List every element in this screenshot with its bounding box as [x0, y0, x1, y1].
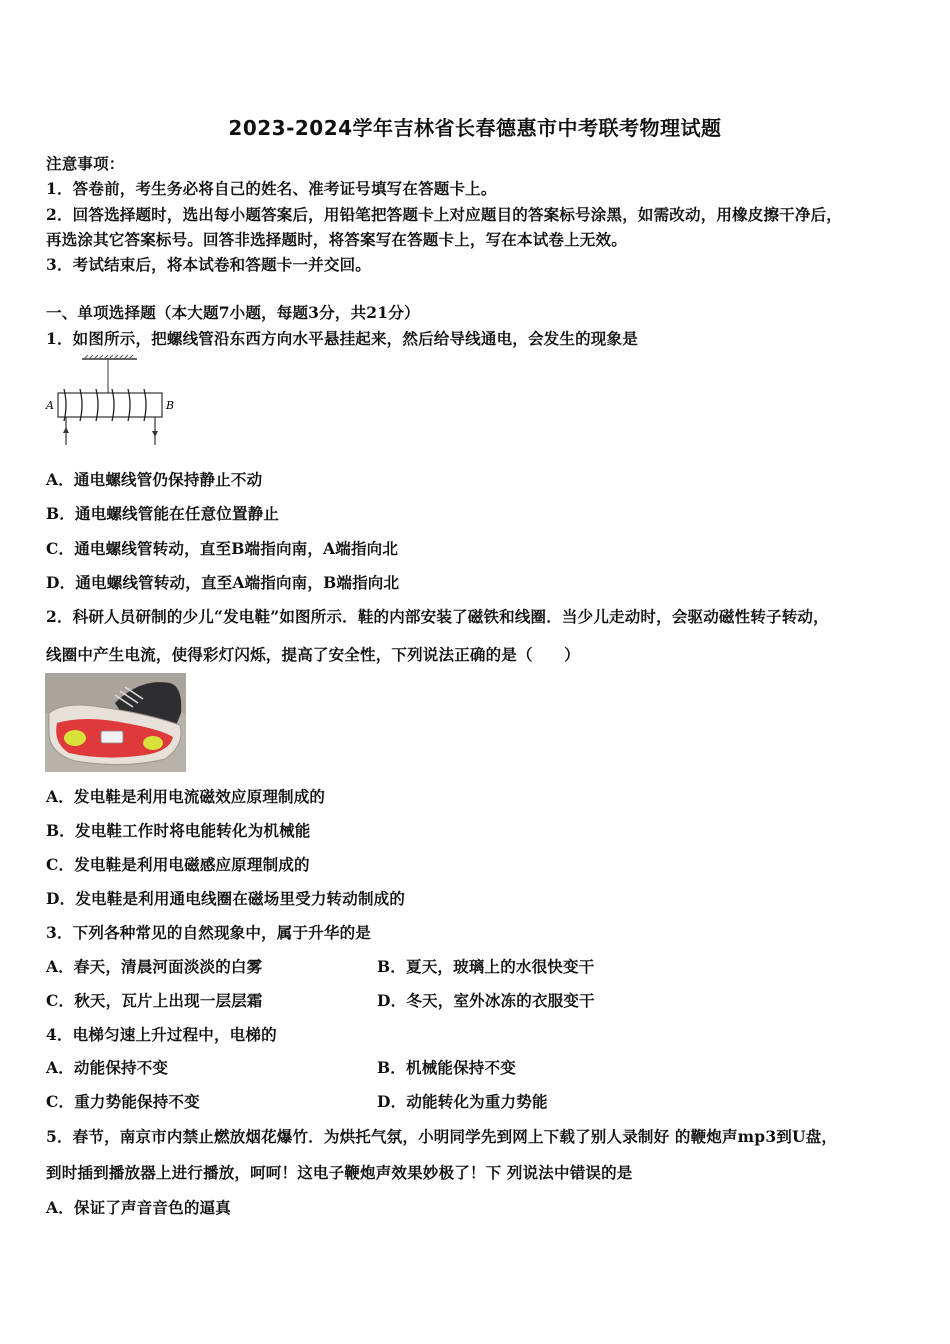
q4-option-d: D．动能转化为重力势能: [377, 1092, 548, 1111]
q1-option-d: D．通电螺线管转动，直至A端指向南，B端指向北: [46, 573, 400, 592]
question-5-stem-cont: 到时插到播放器上进行播放，呵呵！这电子鞭炮声效果妙极了！下 列说法中错误的是: [46, 1163, 633, 1182]
solenoid-figure: [42, 353, 182, 449]
q2-option-d: D．发电鞋是利用通电线圈在磁场里受力转动制成的: [46, 889, 406, 908]
power-shoe-photo: [45, 673, 186, 772]
question-2-stem: 2．科研人员研制的少儿“发电鞋”如图所示．鞋的内部安装了磁铁和线圈．当少儿走动时，会驱动磁性转子转动，: [46, 607, 829, 626]
q3-option-c: C．秋天，瓦片上出现一层层霜: [46, 991, 263, 1010]
end-label-a: A: [46, 399, 54, 412]
q4-option-c: C．重力势能保持不变: [46, 1092, 200, 1111]
section-heading: 一、单项选择题（本大题7小题，每题3分，共21分）: [46, 303, 420, 322]
question-2-stem-cont: 线圈中产生电流，使得彩灯闪烁，提高了安全性，下列说法正确的是（ ）: [46, 645, 580, 664]
note-item: 2．回答选择题时，选出每小题答案后，用铅笔把答题卡上对应题目的答案标号涂黑，如需改动，用橡皮擦干净后，: [46, 205, 842, 224]
q5-option-a: A．保证了声音音色的逼真: [46, 1198, 231, 1217]
q1-option-a: A．通电螺线管仍保持静止不动: [46, 470, 263, 489]
q2-option-c: C．发电鞋是利用电磁感应原理制成的: [46, 855, 310, 874]
note-item: 3．考试结束后，将本试卷和答题卡一并交回。: [46, 255, 371, 274]
q1-option-b: B．通电螺线管能在任意位置静止: [46, 504, 280, 523]
page-title: 2023-2024学年吉林省长春德惠市中考联考物理试题: [228, 116, 722, 140]
question-4-stem: 4．电梯匀速上升过程中，电梯的: [46, 1025, 277, 1044]
note-item: 1．答卷前，考生务必将自己的姓名、准考证号填写在答题卡上。: [46, 179, 497, 198]
question-1-stem: 1．如图所示，把螺线管沿东西方向水平悬挂起来，然后给导线通电，会发生的现象是: [46, 329, 638, 348]
question-3-stem: 3．下列各种常见的自然现象中，属于升华的是: [46, 923, 371, 942]
q4-option-b: B．机械能保持不变: [377, 1058, 516, 1077]
q3-option-b: B．夏天，玻璃上的水很快变干: [377, 957, 595, 976]
q3-option-d: D．冬天，室外冰冻的衣服变干: [377, 991, 595, 1010]
q3-option-a: A．春天，清晨河面淡淡的白雾: [46, 957, 263, 976]
q2-option-a: A．发电鞋是利用电流磁效应原理制成的: [46, 787, 326, 806]
q2-option-b: B．发电鞋工作时将电能转化为机械能: [46, 821, 311, 840]
note-item: 再选涂其它答案标号。回答非选择题时，将答案写在答题卡上，写在本试卷上无效。: [46, 230, 627, 249]
question-5-stem: 5．春节，南京市内禁止燃放烟花爆竹．为烘托气氛，小明同学先到网上下载了别人录制好 的鞭炮声mp3到U盘，: [46, 1127, 838, 1146]
q1-option-c: C．通电螺线管转动，直至B端指向南，A端指向北: [46, 539, 399, 558]
q4-option-a: A．动能保持不变: [46, 1058, 169, 1077]
end-label-b: B: [166, 399, 175, 412]
notes-heading: 注意事项：: [46, 154, 125, 173]
